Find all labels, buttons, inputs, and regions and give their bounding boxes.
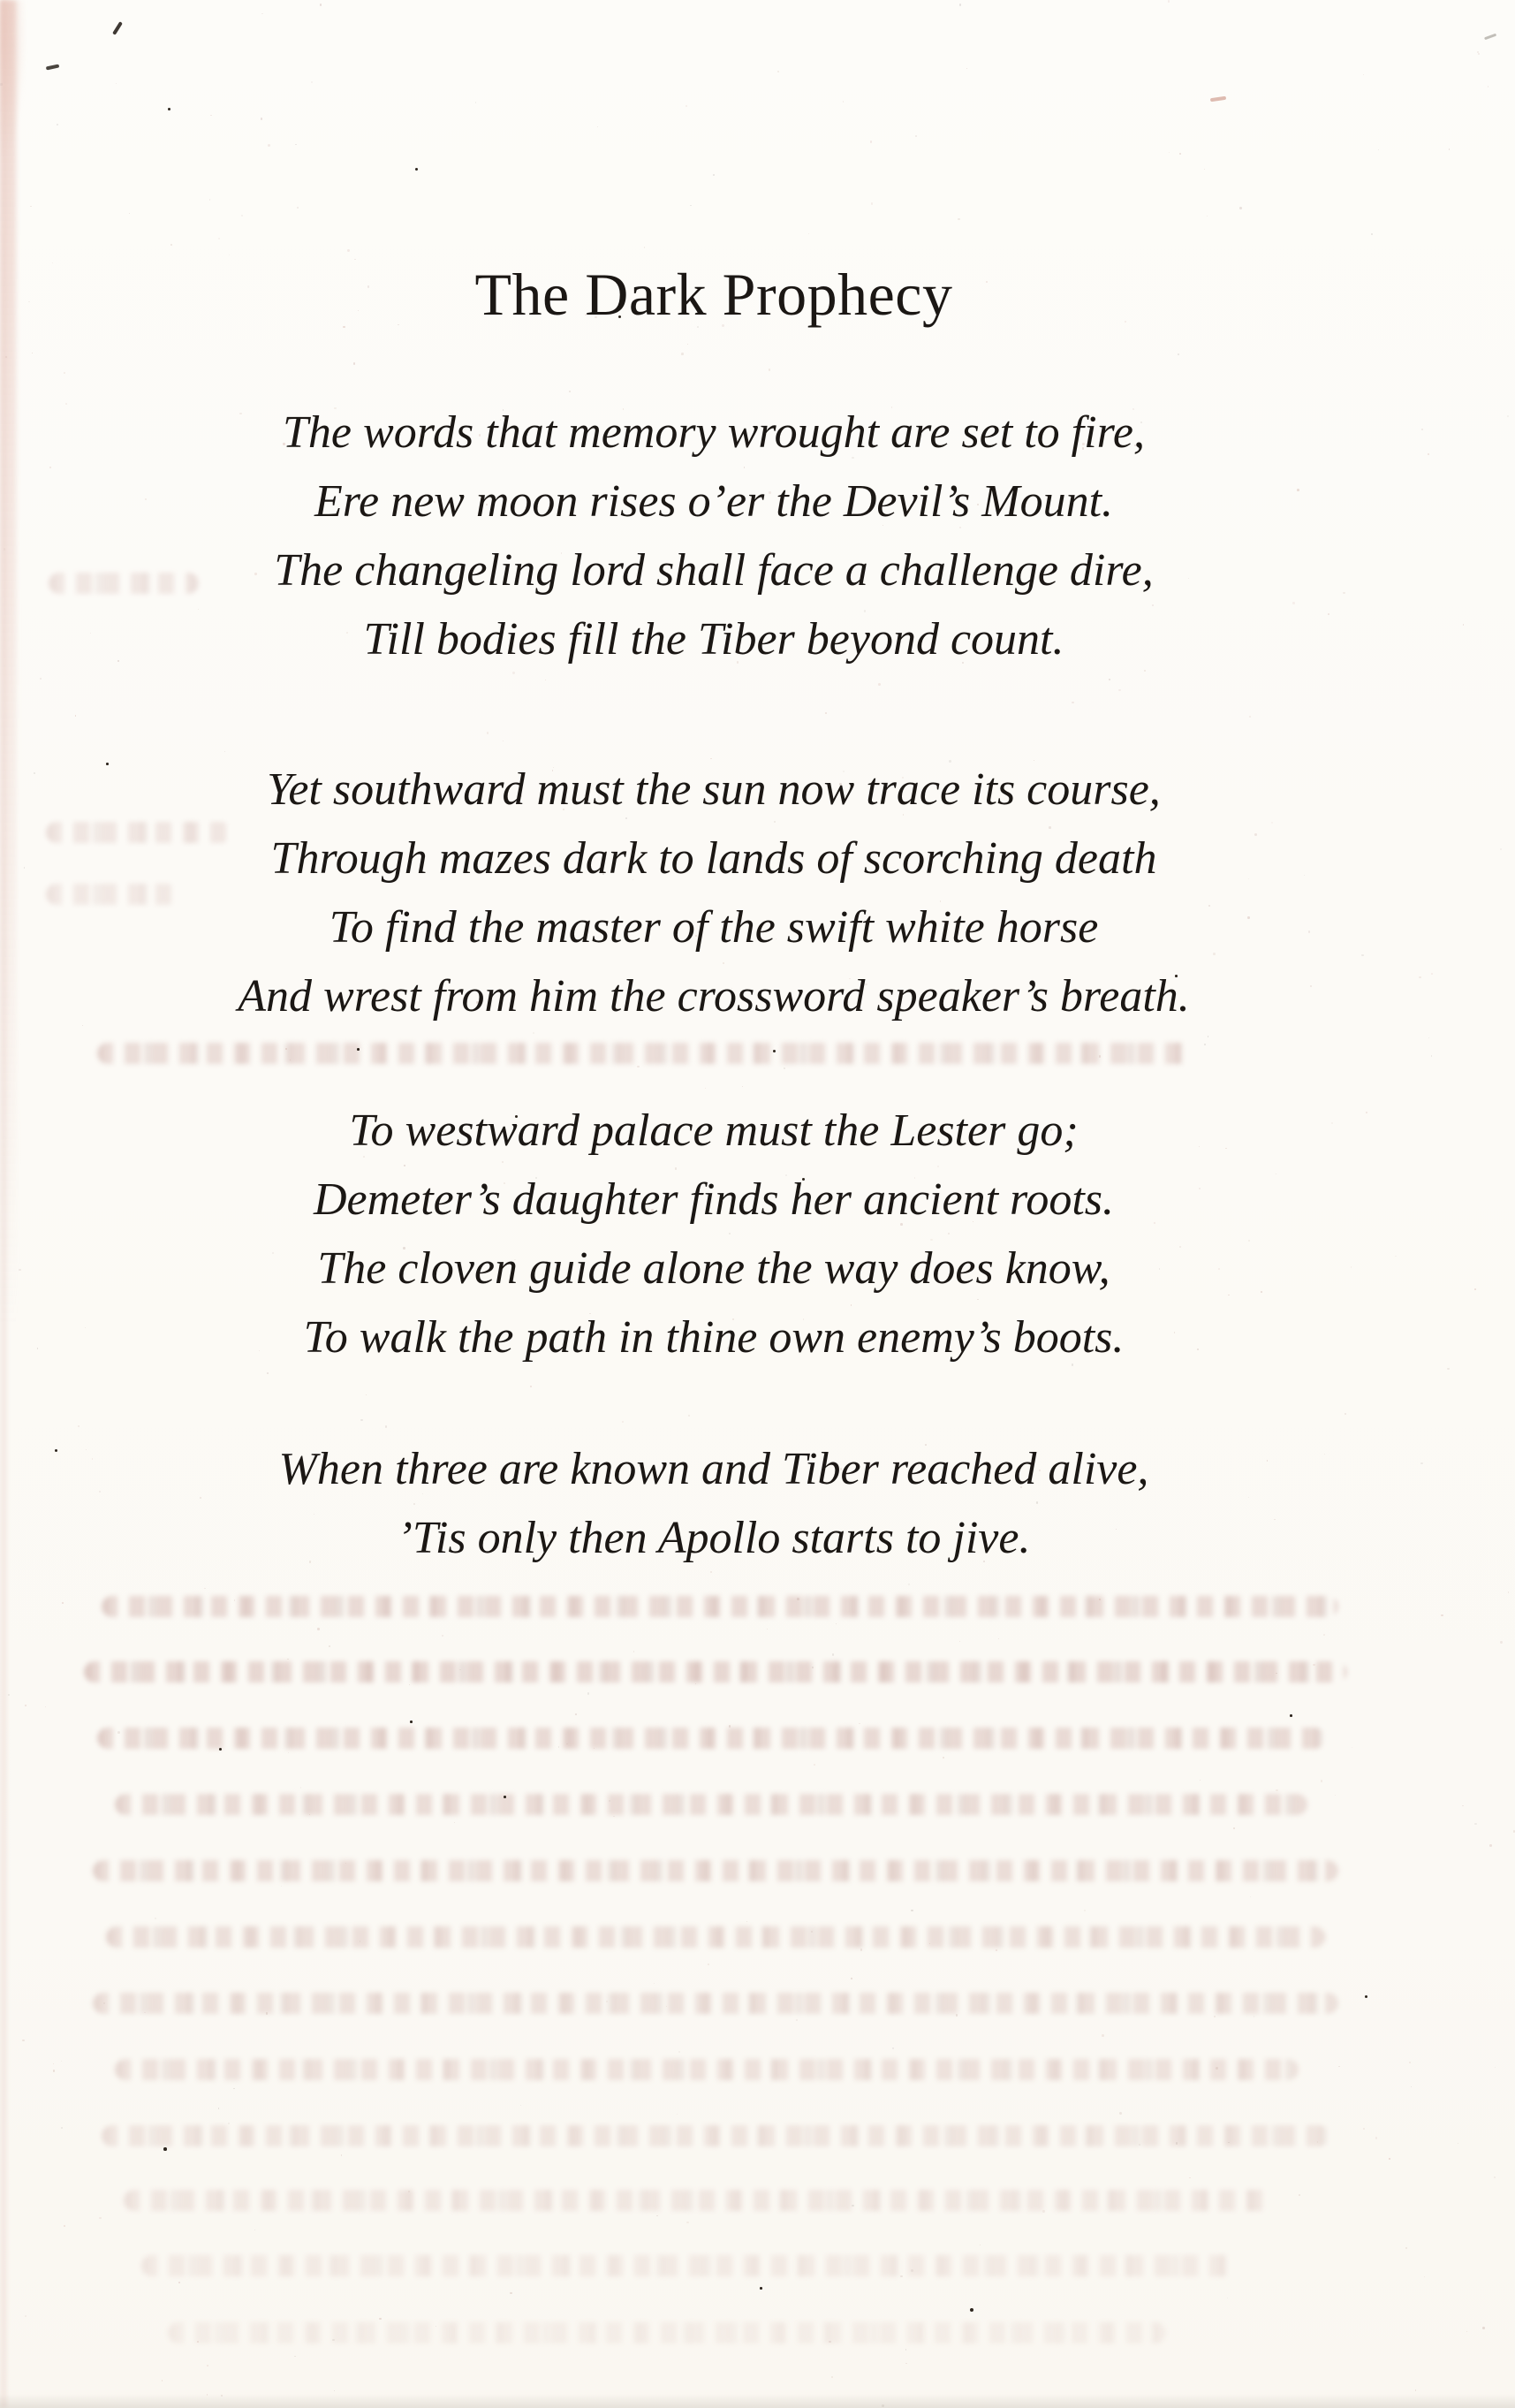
poem-stanza <box>0 1435 1428 1573</box>
poem-line: The cloven guide alone the way does know, <box>317 1243 1110 1294</box>
poem-line: To walk the path in thine own enemy’s boots. <box>303 1312 1125 1363</box>
poem-line: Till bodies fill the Tiber beyond count. <box>363 614 1064 665</box>
poem-line: Through mazes dark to lands of scorching death <box>270 833 1157 884</box>
poem-line: And wrest from him the crossword speaker’s breath. <box>238 971 1190 1022</box>
poem-stanza <box>0 1097 1428 1372</box>
pen-mark <box>1484 34 1496 40</box>
poem-stanza <box>0 399 1428 674</box>
page-title: The Dark Prophecy <box>474 261 953 328</box>
poem-line: To find the master of the swift white horse <box>329 902 1099 953</box>
poem-line: To westward palace must the Lester go; <box>349 1105 1079 1156</box>
poem-line: Yet southward must the sun now trace its course, <box>267 764 1161 815</box>
poem-line: When three are known and Tiber reached alive, <box>278 1444 1149 1494</box>
poem-stanza <box>0 756 1428 1031</box>
poem-line: Ere new moon rises o’er the Devil’s Mount. <box>314 476 1114 527</box>
poem-line: Demeter’s daughter finds her ancient roots. <box>313 1174 1115 1225</box>
poem-line: The changeling lord shall face a challenge dire, <box>274 545 1154 596</box>
poem-line: The words that memory wrought are set to fire, <box>283 407 1145 458</box>
poem-line: ’Tis only then Apollo starts to jive. <box>397 1513 1031 1563</box>
